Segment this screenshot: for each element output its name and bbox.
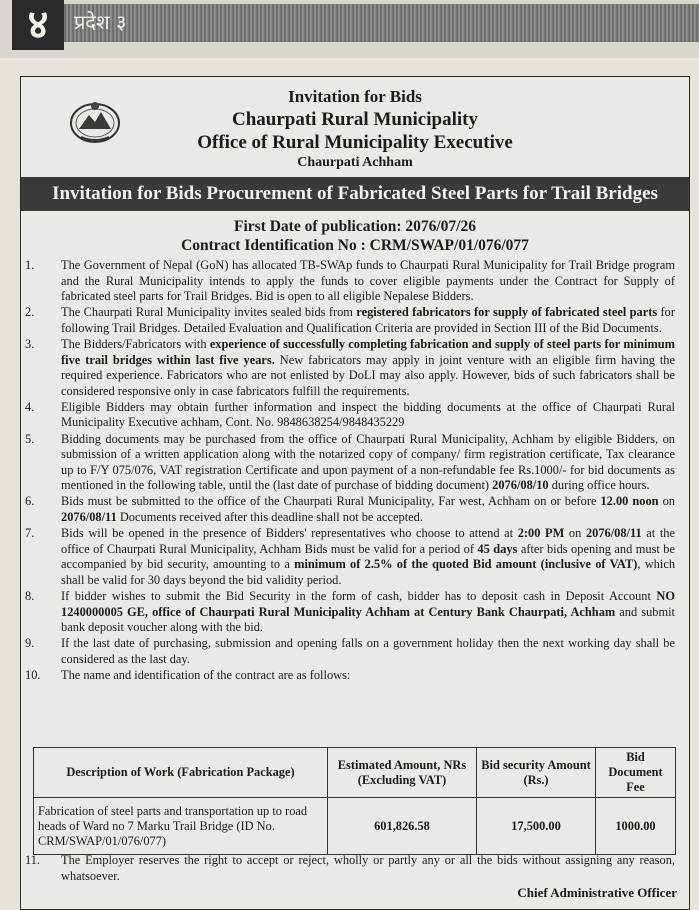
- clause-number: 5.: [25, 431, 35, 446]
- clause-text-segment: The Bidders/Fabricators with: [61, 336, 210, 351]
- table-header-description: Description of Work (Fabrication Package): [34, 748, 328, 798]
- clause-bold-text: minimum of 2.5% of the quoted Bid amount (inclusive of VAT): [294, 557, 638, 572]
- clause-5: [21, 432, 679, 494]
- table-header-document-fee: Bid Document Fee: [596, 748, 676, 798]
- clause-bold-text: 2076/08/10: [492, 478, 549, 493]
- contract-table: [33, 747, 676, 855]
- office-name: Office of Rural Municipality Executive: [197, 132, 513, 153]
- cell-description: Fabrication of steel parts and transportation up to road heads of Ward no 7 Marku Trail Bridge (ID No. CRM/SWAP/01/076/077): [34, 798, 328, 855]
- clause-text-segment: , which shall be valid for 30 days beyond the bid validity period.: [61, 557, 676, 587]
- clause-2: [21, 305, 679, 336]
- clause-text: [61, 337, 679, 399]
- page-number: ४: [12, 0, 64, 50]
- clause-number: 8.: [25, 588, 35, 603]
- clause-9: [21, 636, 679, 667]
- clause-text: [61, 400, 679, 431]
- office-location: Chaurpati Achham: [297, 155, 413, 170]
- clause-text-segment: The Government of Nepal (GoN) has allocated TB-SWAp funds to Chaurpati Rural Municipality for Trail Bridge program and the Rural Municipality intends to apply the funds to cover eligible payments under the Contract for Supply of fabricated steel parts for Trail Bridges. Bid is open to all eligible Nepalese Bidders.: [61, 258, 675, 304]
- clause-text-segment: Eligible Bidders may obtain further information and inspect the bidding documents at the office of Chaurpati Rural Municipality Executive achham, Cont. No. 9848638254/9848435229: [61, 399, 675, 430]
- clause-bold-text: experience of successfully completing fabrication and supply of steel parts for minimum five trail bridges within last five years.: [61, 336, 675, 367]
- clause-text-segment: If the last date of purchasing, submission and opening falls on a government holiday then the next working day shall be considered as the last day.: [61, 636, 675, 666]
- clause-bold-text: 12.00 noon: [600, 494, 659, 509]
- clause-list: [21, 258, 679, 684]
- clause-text-segment: Bidding documents may be purchased from the office of Chaurpati Rural Municipality, Achham by eligible Bidders, on submission of a written application along with the notarized copy of company/ firm registration certificate, Tax clearance up to F/Y 075/076, VAT registration Certificate and upon payment of a non-refundable fee Rs.1000/- for bid documents as mentioned in the following table, until the (last date of purchase of bidding document): [61, 431, 675, 493]
- contract-identification: Contract Identification No : CRM/SWAP/01/076/077: [181, 237, 529, 254]
- section-label: प्रदेश ३: [74, 10, 127, 34]
- clause-text-segment: New fabricators may apply in joint venture with an eligible firm having the required experience. Fabricators who are not enlisted by DoLI may also apply. However, bids of such fabricators shall be considered responsive only in case fabricators fulfill the requirements.: [61, 352, 676, 398]
- clause-number: 9.: [25, 636, 35, 651]
- table-header-bid-security: Bid security Amount (Rs.): [477, 748, 596, 798]
- clause-bold-text: 2076/08/11: [585, 526, 642, 541]
- clause-text: [61, 589, 679, 636]
- section-bar: [64, 4, 699, 42]
- clause-number: 10.: [25, 667, 41, 682]
- clause-text: [61, 526, 679, 588]
- clause-text-segment: after bids opening and must be accompanied by bid security, amounting to a: [61, 541, 675, 572]
- clause-text: [61, 636, 679, 667]
- clause-text-segment: during office hours.: [548, 478, 650, 493]
- clause-10: [21, 668, 679, 684]
- clause-text-segment: for following Trail Bridges. Detailed Evaluation and Qualification Criteria are provided in Section III of the Bid Documents.: [61, 305, 675, 335]
- bid-notice: [20, 76, 690, 910]
- clause-3: [21, 337, 679, 399]
- clause-text-segment: The Chaurpati Rural Municipality invites sealed bids from: [61, 305, 357, 320]
- clause-text: [61, 668, 679, 684]
- notice-banner: Invitation for Bids Procurement of Fabricated Steel Parts for Trail Bridges: [21, 177, 689, 211]
- clause-number: 2.: [25, 305, 35, 320]
- organization-name: Chaurpati Rural Municipality: [232, 109, 478, 130]
- clause-bold-text: 2:00 PM: [517, 526, 565, 541]
- clause-text-segment: on: [658, 494, 675, 509]
- clause-text: The Employer reserves the right to accept or reject, wholly or partly any or all the bids without assigning any reason, whatsoever.: [61, 853, 675, 883]
- clause-text-segment: The name and identification of the contract are as follows:: [61, 667, 351, 682]
- clause-number: 11.: [25, 853, 41, 867]
- clause-text: [61, 494, 679, 525]
- clause-bold-text: 45 days: [477, 541, 518, 556]
- clause-text-segment: on: [564, 526, 586, 541]
- newspaper-page-header: [0, 0, 699, 58]
- publication-date: First Date of publication: 2076/07/26: [234, 218, 476, 235]
- clause-bold-text: 2076/08/11: [61, 510, 117, 524]
- clause-text-segment: If bidder wishes to submit the Bid Security in the form of cash, bidder has to deposit cash in Deposit Account: [61, 588, 657, 603]
- notice-title: Invitation for Bids: [288, 87, 422, 106]
- clause-8: [21, 589, 679, 636]
- clause-text-segment: and submit bank deposit voucher along with the bid.: [61, 604, 675, 635]
- clause-number: 7.: [25, 526, 35, 541]
- clause-6: [21, 494, 679, 525]
- clause-bold-text: NO 1240000005 GE, office of Chaurpati Rural Municipality Achham at Century Bank Chaurpati, Achham: [61, 588, 675, 619]
- cell-bid-security: 17,500.00: [477, 798, 596, 855]
- clause-text-segment: Documents received after this deadline shall not be accepted.: [116, 510, 423, 524]
- table-row: [34, 798, 676, 855]
- clause-number: 4.: [25, 399, 35, 414]
- clause-text-segment: Bids will be opened in the presence of Bidders' representatives who choose to attend at: [61, 526, 518, 541]
- cell-estimated-amount: 601,826.58: [328, 798, 477, 855]
- clause-text: [61, 305, 679, 336]
- clause-11: [21, 853, 679, 884]
- clause-text-segment: Bids must be submitted to the office of the Chaurpati Rural Municipality, Far west, Achham on or before: [61, 494, 601, 509]
- clause-1: [21, 258, 679, 305]
- table-header-estimated-amount: Estimated Amount, NRs (Excluding VAT): [328, 748, 477, 798]
- clause-4: [21, 400, 679, 431]
- signatory: Chief Administrative Officer: [517, 885, 677, 900]
- clause-bold-text: registered fabricators for supply of fabricated steel parts: [356, 305, 658, 320]
- clause-text-segment: at the office of Chaurpati Rural Municipality, Achham Bids must be valid for a period of: [61, 526, 675, 556]
- clause-text: [61, 258, 679, 305]
- table-header-row: [34, 748, 676, 798]
- clause-text: [61, 432, 679, 494]
- clause-7: [21, 526, 679, 588]
- clause-number: 1.: [25, 258, 35, 272]
- clause-number: 3.: [25, 336, 35, 351]
- clause-number: 6.: [25, 494, 35, 509]
- cell-document-fee: 1000.00: [596, 798, 676, 855]
